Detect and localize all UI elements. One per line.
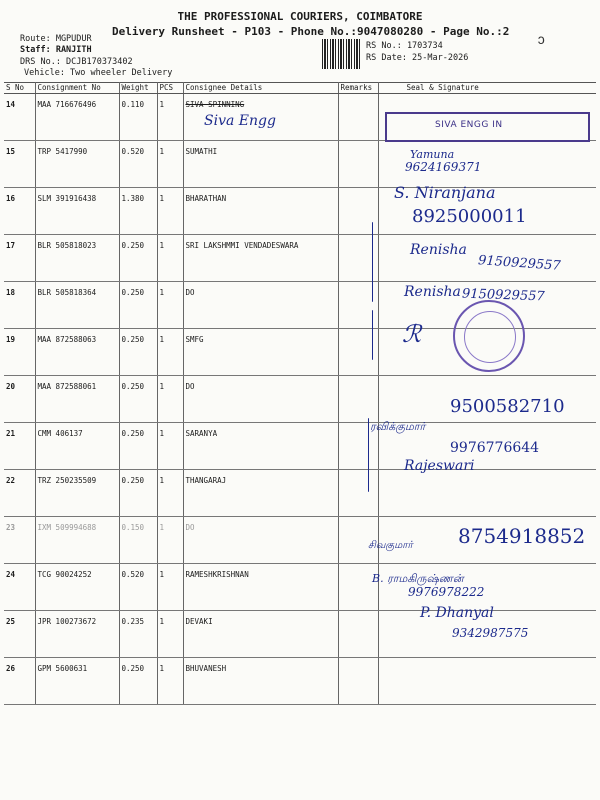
cell-sno: 26 bbox=[4, 658, 35, 705]
handwritten-phone: 9150929557 bbox=[477, 253, 562, 274]
handwritten-name: Yamuna bbox=[410, 148, 455, 161]
table-header-row bbox=[4, 83, 596, 94]
cell-weight: 0.250 bbox=[119, 423, 157, 470]
cell-pcs: 1 bbox=[157, 658, 183, 705]
round-seal-stamp bbox=[453, 300, 525, 372]
cell-remarks bbox=[338, 564, 378, 611]
rs-number: RS No.: 1703734 bbox=[366, 41, 443, 51]
handwritten-name: Renisha bbox=[410, 242, 467, 258]
cell-weight: 0.250 bbox=[119, 282, 157, 329]
col-remarks: Remarks bbox=[338, 83, 378, 94]
cell-pcs: 1 bbox=[157, 188, 183, 235]
cell-consignee: SARANYA bbox=[183, 423, 338, 470]
cell-consignment: SLM 391916438 bbox=[35, 188, 119, 235]
col-pcs: PCS bbox=[157, 83, 183, 94]
cell-consignment: BLR 505818023 bbox=[35, 235, 119, 282]
cell-sno: 21 bbox=[4, 423, 35, 470]
cell-consignment: MAA 872588063 bbox=[35, 329, 119, 376]
col-sno: S No bbox=[4, 83, 35, 94]
cell-consignee: RAMESHKRISHNAN bbox=[183, 564, 338, 611]
cell-sno: 20 bbox=[4, 376, 35, 423]
cell-consignment: TCG 90024252 bbox=[35, 564, 119, 611]
cell-pcs: 1 bbox=[157, 611, 183, 658]
handwritten-name: S. Niranjana bbox=[394, 183, 496, 202]
signature-brace bbox=[368, 418, 369, 492]
cell-sno: 23 bbox=[4, 517, 35, 564]
cell-consignee: BHARATHAN bbox=[183, 188, 338, 235]
cell-remarks bbox=[338, 611, 378, 658]
cell-weight: 0.250 bbox=[119, 235, 157, 282]
staff-label: Staff: RANJITH bbox=[20, 45, 92, 55]
cell-weight: 1.380 bbox=[119, 188, 157, 235]
cell-pcs: 1 bbox=[157, 235, 183, 282]
cell-remarks bbox=[338, 658, 378, 705]
cell-seal bbox=[378, 470, 596, 517]
cell-sno: 16 bbox=[4, 188, 35, 235]
col-weight: Weight bbox=[119, 83, 157, 94]
cell-consignee: DO bbox=[183, 517, 338, 564]
cell-consignment: TRP 5417990 bbox=[35, 141, 119, 188]
cell-pcs: 1 bbox=[157, 423, 183, 470]
cell-remarks bbox=[338, 470, 378, 517]
cell-consignment: IXM 509994688 bbox=[35, 517, 119, 564]
handwritten-name: Renisha bbox=[404, 284, 461, 300]
runsheet-table bbox=[4, 82, 596, 705]
cell-consignment: CMM 406137 bbox=[35, 423, 119, 470]
cell-pcs: 1 bbox=[157, 517, 183, 564]
cell-consignment: MAA 872588061 bbox=[35, 376, 119, 423]
signature-scribble: ℛ bbox=[402, 320, 422, 348]
cell-consignee: SIVA SPINNING bbox=[183, 94, 338, 141]
cell-consignee: DO bbox=[183, 282, 338, 329]
table-row bbox=[4, 658, 596, 705]
seal-text: SIVA ENGG IN bbox=[435, 120, 503, 130]
handwritten-name: சிவகுமார் bbox=[368, 540, 413, 551]
cell-remarks bbox=[338, 94, 378, 141]
company-title: THE PROFESSIONAL COURIERS, COIMBATORE bbox=[177, 10, 423, 23]
cell-consignee: SUMATHI bbox=[183, 141, 338, 188]
vehicle-label: Vehicle: Two wheeler Delivery bbox=[24, 68, 173, 78]
cell-consignee: THANGARAJ bbox=[183, 470, 338, 517]
cell-remarks bbox=[338, 376, 378, 423]
handwritten-phone: 9342987575 bbox=[452, 626, 529, 640]
handwritten-name: P. Dhanyal bbox=[420, 605, 494, 621]
cell-weight: 0.110 bbox=[119, 94, 157, 141]
handwritten-name: ரவிக்குமார் bbox=[370, 420, 426, 433]
cell-consignee: BHUVANESH bbox=[183, 658, 338, 705]
cell-sno: 24 bbox=[4, 564, 35, 611]
cell-consignee: DO bbox=[183, 376, 338, 423]
cell-sno: 19 bbox=[4, 329, 35, 376]
cell-pcs: 1 bbox=[157, 94, 183, 141]
cell-sno: 25 bbox=[4, 611, 35, 658]
cell-sno: 18 bbox=[4, 282, 35, 329]
col-consignee: Consignee Details bbox=[183, 83, 338, 94]
cell-consignee: DEVAKI bbox=[183, 611, 338, 658]
cell-consignment: GPM 5600631 bbox=[35, 658, 119, 705]
cell-consignment: TRZ 250235509 bbox=[35, 470, 119, 517]
cell-sno: 17 bbox=[4, 235, 35, 282]
handwritten-name: B. ராமகிருஷ்ணன் bbox=[372, 572, 464, 585]
cell-pcs: 1 bbox=[157, 329, 183, 376]
handwritten-phone: 8754918852 bbox=[458, 524, 586, 548]
cell-weight: 0.150 bbox=[119, 517, 157, 564]
rs-date: RS Date: 25-Mar-2026 bbox=[366, 53, 469, 63]
handwritten-consignee: Siva Engg bbox=[204, 113, 276, 129]
cell-consignment: MAA 716676496 bbox=[35, 94, 119, 141]
cell-weight: 0.235 bbox=[119, 611, 157, 658]
handwritten-phone: 9150929557 bbox=[461, 286, 545, 305]
cell-weight: 0.520 bbox=[119, 141, 157, 188]
signature-brace bbox=[372, 310, 373, 360]
barcode bbox=[322, 39, 362, 69]
handwritten-phone: 9500582710 bbox=[450, 396, 565, 417]
route-label: Route: MGPUDUR bbox=[20, 34, 92, 44]
table-row bbox=[4, 141, 596, 188]
cell-consignee: SMFG bbox=[183, 329, 338, 376]
table-row bbox=[4, 564, 596, 611]
cell-sno: 14 bbox=[4, 94, 35, 141]
cell-weight: 0.250 bbox=[119, 658, 157, 705]
cell-sno: 22 bbox=[4, 470, 35, 517]
cell-remarks bbox=[338, 141, 378, 188]
cell-weight: 0.520 bbox=[119, 564, 157, 611]
signature-brace bbox=[372, 222, 373, 302]
cell-pcs: 1 bbox=[157, 564, 183, 611]
cell-pcs: 1 bbox=[157, 141, 183, 188]
table-row bbox=[4, 470, 596, 517]
cell-seal bbox=[378, 658, 596, 705]
cell-consignment: JPR 100273672 bbox=[35, 611, 119, 658]
drs-number: DRS No.: DCJB170373402 bbox=[20, 57, 133, 67]
handwritten-phone: 9976776644 bbox=[450, 440, 540, 456]
cell-sno: 15 bbox=[4, 141, 35, 188]
cell-pcs: 1 bbox=[157, 470, 183, 517]
cell-consignee: SRI LAKSHMMI VENDADESWARA bbox=[183, 235, 338, 282]
cell-pcs: 1 bbox=[157, 376, 183, 423]
handwritten-phone: 9624169371 bbox=[405, 160, 482, 174]
cell-consignment: BLR 505818364 bbox=[35, 282, 119, 329]
runsheet-subtitle: Delivery Runsheet - P103 - Phone No.:9047080280 - Page No.:2 bbox=[112, 25, 510, 38]
cell-weight: 0.250 bbox=[119, 376, 157, 423]
cell-pcs: 1 bbox=[157, 282, 183, 329]
cell-weight: 0.250 bbox=[119, 470, 157, 517]
handwritten-name: Rajeswari bbox=[404, 458, 475, 474]
col-seal-signature: Seal & Signature bbox=[378, 83, 596, 94]
handwritten-phone: 9976978222 bbox=[408, 585, 485, 599]
col-consignment: Consignment No bbox=[35, 83, 119, 94]
handwritten-phone: 8925000011 bbox=[412, 206, 527, 227]
company-seal-stamp bbox=[385, 112, 590, 142]
cell-weight: 0.250 bbox=[119, 329, 157, 376]
corner-pen-mark: ↄ bbox=[537, 32, 546, 48]
